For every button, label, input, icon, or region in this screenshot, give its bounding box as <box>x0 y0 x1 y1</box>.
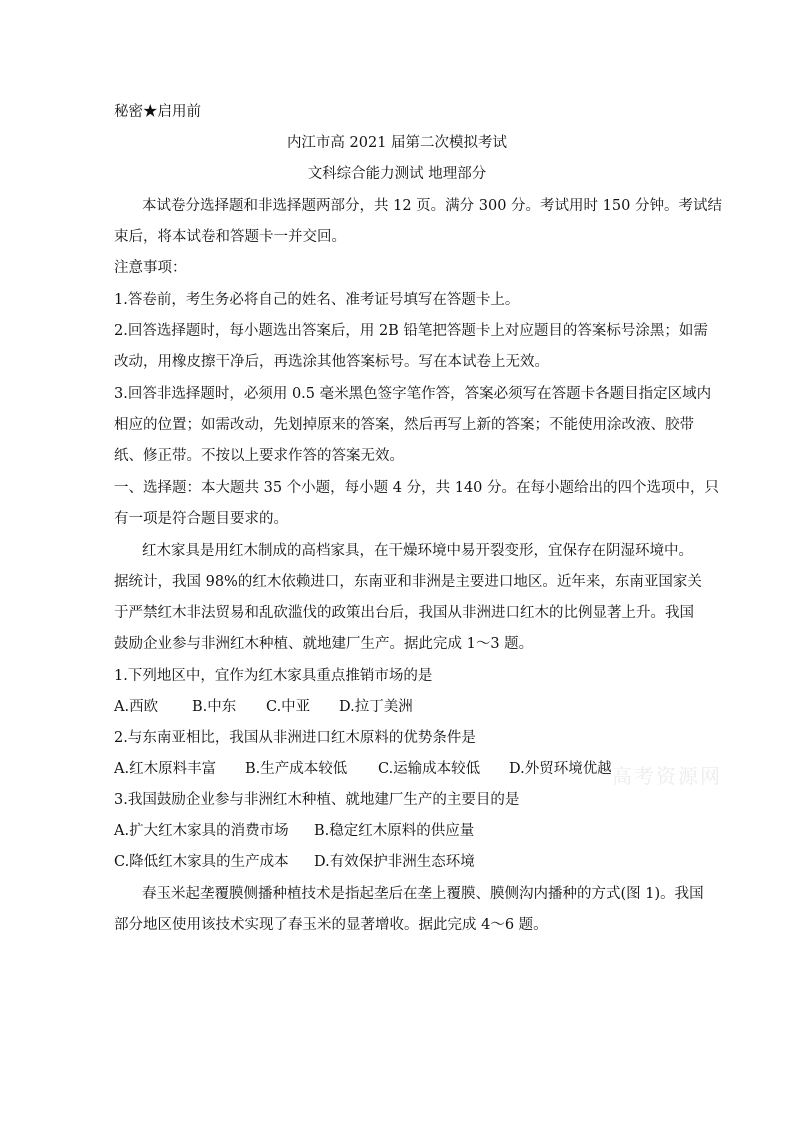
option-d: D.拉丁美洲 <box>339 699 413 715</box>
question-stem: 3.我国鼓励企业参与非洲红木种植、就地建厂生产的主要目的是 <box>114 792 520 808</box>
question-options <box>114 759 612 779</box>
passage-line: 鼓励企业参与非洲红木种植、就地建厂生产。据此完成 1～3 题。 <box>114 636 534 652</box>
exam-title: 内江市高 2021 届第二次模拟考试 <box>286 135 508 151</box>
notice-item: 3.回答非选择题时，必须用 0.5 毫米黑色签字笔作答，答案必须写在答题卡各题目指定区域内 <box>114 386 712 402</box>
option-b: B.生产成本较低 <box>245 761 348 777</box>
option-d: D.有效保护非洲生态环境 <box>314 854 475 870</box>
intro-line: 本试卷分选择题和非选择题两部分，共 12 页。满分 300 分。考试用时 150 分钟。考试结 <box>142 198 722 214</box>
notice-item: 2.回答选择题时，每小题选出答案后，用 2B 铅笔把答题卡上对应题目的答案标号涂黑；如需 <box>114 323 708 339</box>
question-options <box>114 697 413 717</box>
secret-label: 秘密★启用前 <box>114 104 201 120</box>
passage-line: 据统计，我国 98%的红木依赖进口，东南亚和非洲是主要进口地区。近年来，东南亚国家关 <box>114 574 702 590</box>
option-c: C.降低红木家具的生产成本 <box>114 854 289 870</box>
notice-item: 改动，用橡皮擦干净后，再选涂其他答案标号。写在本试卷上无效。 <box>114 354 549 370</box>
option-a: A.红木原料丰富 <box>114 761 217 777</box>
question-options <box>114 821 474 841</box>
passage-line: 春玉米起垄覆膜侧播种植技术是指起垄后在垄上覆膜、膜侧沟内播种的方式(图 1)。我国 <box>142 886 704 902</box>
question-options <box>114 852 475 872</box>
option-a: A.扩大红木家具的消费市场 <box>114 823 289 839</box>
notice-item: 相应的位置；如需改动，先划掉原来的答案，然后再写上新的答案；不能使用涂改液、胶带 <box>114 417 694 433</box>
option-c: C.运输成本较低 <box>378 761 481 777</box>
question-stem: 2.与东南亚相比，我国从非洲进口红木原料的优势条件是 <box>114 730 476 746</box>
notice-item: 1.答卷前，考生务必将自己的姓名、准考证号填写在答题卡上。 <box>114 292 520 308</box>
question-stem: 1.下列地区中，宜作为红木家具重点推销市场的是 <box>114 668 433 684</box>
section-heading: 一、选择题：本大题共 35 个小题，每小题 4 分，共 140 分。在每小题给出的四个选项中，只 <box>114 480 720 496</box>
passage-line: 于严禁红木非法贸易和乱砍滥伐的政策出台后，我国从非洲进口红木的比例显著上升。我国 <box>114 605 694 621</box>
notice-heading: 注意事项： <box>114 260 187 276</box>
notice-item: 纸、修正带。不按以上要求作答的答案无效。 <box>114 448 404 464</box>
passage-line: 部分地区使用该技术实现了春玉米的显著增收。据此完成 4～6 题。 <box>114 917 548 933</box>
option-b: B.稳定红木原料的供应量 <box>314 823 475 839</box>
option-a: A.西欧 <box>114 699 159 715</box>
intro-line: 束后，将本试卷和答题卡一并交回。 <box>114 229 346 245</box>
exam-subtitle: 文科综合能力测试 地理部分 <box>307 166 487 182</box>
option-b: B.中东 <box>192 699 237 715</box>
option-d: D.外贸环境优越 <box>509 761 612 777</box>
watermark: 高考资源网 <box>612 764 722 788</box>
option-c: C.中亚 <box>266 699 311 715</box>
passage-line: 红木家具是用红木制成的高档家具，在干燥环境中易开裂变形，宜保存在阴湿环境中。 <box>142 543 693 559</box>
section-heading: 有一项是符合题目要求的。 <box>114 511 288 527</box>
